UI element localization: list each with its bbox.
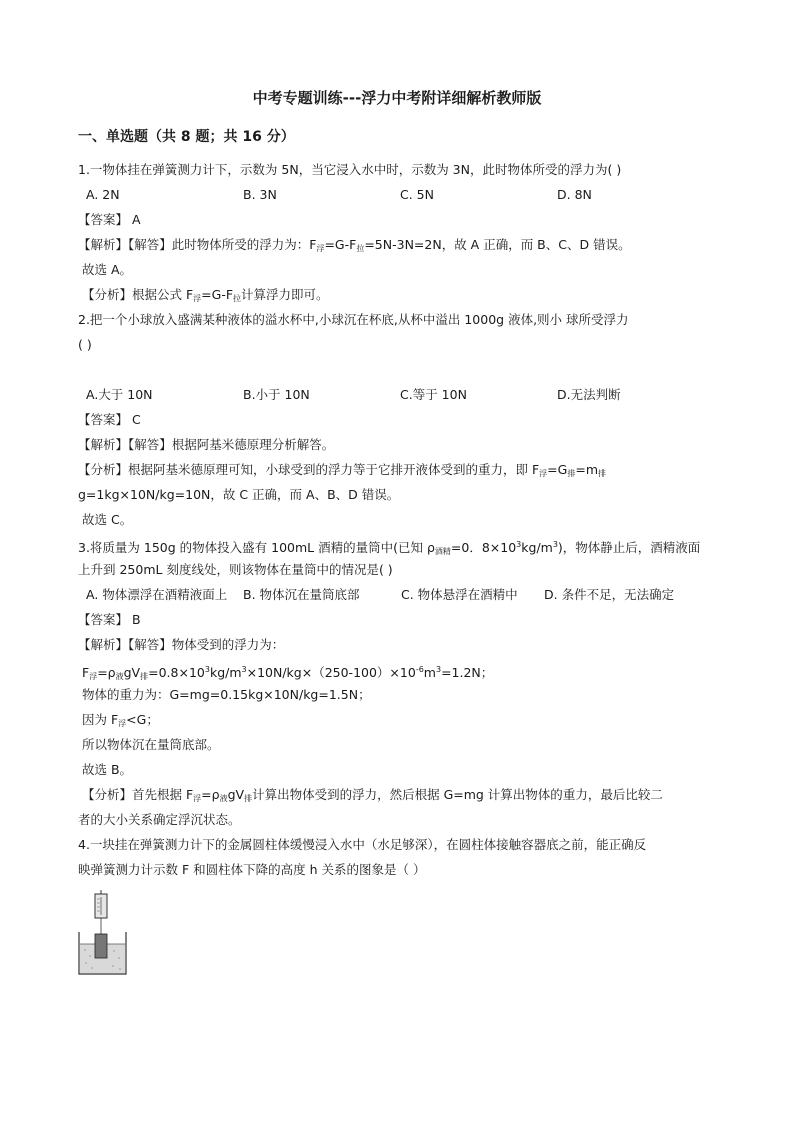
subscript: 浮: [193, 794, 202, 803]
formula-text: ×10N/kg×（250-100）×10: [246, 665, 416, 680]
document-title: 中考专题训练---浮力中考附详细解析教师版: [252, 89, 542, 107]
spring-scale-beaker-figure: [74, 888, 132, 980]
q2-stem: 2.把一个小球放入盛满某种液体的溢水杯中,小球沉在杯底,从杯中溢出 1000g 液体,则小 球所受浮力: [78, 312, 629, 327]
subscript: 浮: [316, 244, 325, 253]
explanation-text: =ρ: [201, 787, 220, 802]
formula-text: =0.8×10: [148, 665, 205, 680]
q3-explanation: [82, 787, 663, 807]
stem-text: =0．8×10: [450, 540, 517, 555]
answer-value: B: [132, 612, 141, 627]
q3-stem: [78, 537, 700, 560]
explanation-text: =m: [575, 462, 598, 477]
q3-stem-line2: 上升到 250mL 刻度线处，则该物体在量筒中的情况是( ): [78, 562, 393, 577]
superscript: 3: [435, 665, 442, 674]
because-text: <G；: [126, 712, 159, 727]
q4-stem: 4.一块挂在弹簧测力计下的金属圆柱体缓慢浸入水中（水足够深），在圆柱体接触容器底之前，能正确反: [78, 837, 647, 852]
analysis-text: =G-F: [324, 237, 357, 252]
subscript: 排: [567, 469, 576, 478]
q3-option-c: C. 物体悬浮在酒精中: [401, 587, 518, 602]
q1-stem: 1.一物体挂在弹簧测力计下，示数为 5N，当它浸入水中时，示数为 3N，此时物体所受的浮力为( ): [78, 162, 622, 177]
q3-gravity: 物体的重力为：G=mg=0.15kg×10N/kg=1.5N；: [82, 687, 371, 702]
q3-option-a: A. 物体漂浮在酒精液面上: [86, 587, 228, 602]
subscript: 拉: [233, 294, 242, 303]
q2-option-a: A.大于 10N: [86, 387, 153, 402]
answer-value: A: [132, 212, 141, 227]
q1-option-d: D. 8N: [557, 187, 592, 202]
q3-option-b: B. 物体沉在量筒底部: [243, 587, 360, 602]
analysis-text: =5N-3N=2N，故 A 正确，而 B、C、D 错误。: [364, 237, 631, 252]
q2-option-b: B.小于 10N: [243, 387, 310, 402]
formula-text: F: [82, 665, 90, 680]
stem-text: kg/m: [521, 540, 553, 555]
explanation-text: =G-F: [201, 287, 234, 302]
q2-explanation-line2: g=1kg×10N/kg=10N，故 C 正确，而 A、B、D 错误。: [78, 487, 400, 502]
q2-option-d: D.无法判断: [557, 387, 621, 402]
explanation-text: 【分析】根据公式 F: [82, 287, 194, 302]
explanation-text: 【分析】根据阿基米德原理可知，小球受到的浮力等于它排开液体受到的重力，即 F: [78, 462, 540, 477]
subscript: 拉: [356, 244, 365, 253]
q1-answer: [78, 212, 141, 228]
formula-text: =1.2N；: [441, 665, 494, 680]
explanation-text: 计算浮力即可。: [241, 287, 329, 302]
q3-analysis: 【解析】【解答】物体受到的浮力为：: [78, 637, 285, 652]
q3-because: [82, 712, 159, 732]
answer-label: 【答案】: [78, 212, 129, 227]
q2-answer: [78, 412, 141, 428]
subscript: 浮: [539, 469, 548, 478]
section-heading: 一、单选题（共 8 题；共 16 分）: [78, 129, 295, 145]
analysis-text: 【解析】【解答】此时物体所受的浮力为：F: [78, 237, 317, 252]
formula-text: =ρ: [97, 665, 116, 680]
subscript: 浮: [193, 294, 202, 303]
subscript: 酒精: [434, 547, 451, 556]
formula-text: m: [423, 665, 436, 680]
answer-value: C: [132, 412, 141, 427]
explanation-text: gV: [227, 787, 245, 802]
stem-text: 3.将质量为 150g 的物体投入盛有 100mL 酒精的量筒中(已知 ρ: [78, 540, 435, 555]
q2-option-c: C.等于 10N: [400, 387, 467, 402]
answer-label: 【答案】: [78, 612, 129, 627]
subscript: 排: [140, 672, 149, 681]
q3-answer: [78, 612, 141, 628]
subscript: 浮: [118, 719, 127, 728]
explanation-text: 计算出物体受到的浮力，然后根据 G=mg 计算出物体的重力，最后比较二: [252, 787, 663, 802]
q2-analysis: 【解析】【解答】根据阿基米德原理分析解答。: [78, 437, 335, 452]
subscript: 液: [115, 672, 124, 681]
subscript: 液: [219, 794, 228, 803]
q1-explanation: [82, 287, 329, 307]
subscript: 排: [598, 469, 606, 478]
superscript: 3: [241, 665, 247, 674]
q1-option-a: A. 2N: [86, 187, 120, 202]
because-text: 因为 F: [82, 712, 119, 727]
q1-option-b: B. 3N: [243, 187, 277, 202]
formula-text: gV: [123, 665, 141, 680]
q4-stem-line2: 映弹簧测力计示数 F 和圆柱体下降的高度 h 关系的图象是（ ）: [78, 862, 426, 877]
q3-choose: 故选 B。: [82, 762, 133, 777]
explanation-text: 【分析】首先根据 F: [82, 787, 194, 802]
q3-conclusion: 所以物体沉在量筒底部。: [82, 737, 220, 752]
subscript: 排: [244, 794, 253, 803]
q3-formula: [82, 662, 493, 685]
q2-paren: ( ): [78, 337, 92, 352]
superscript: -6: [415, 665, 424, 674]
q1-analysis: [78, 237, 631, 257]
superscript: 3: [204, 665, 210, 674]
superscript: 3: [552, 540, 558, 549]
q2-explanation: [78, 462, 606, 482]
q3-option-d: D. 条件不足，无法确定: [544, 587, 675, 602]
q2-choose: 故选 C。: [82, 512, 133, 527]
subscript: 浮: [89, 672, 98, 681]
formula-text: kg/m: [209, 665, 242, 680]
answer-label: 【答案】: [78, 412, 129, 427]
explanation-text: =G: [547, 462, 568, 477]
q1-choose: 故选 A。: [82, 262, 133, 277]
stem-text: )，物体静止后，酒精液面: [557, 540, 701, 555]
superscript: 3: [516, 540, 522, 549]
q3-explanation-line2: 者的大小关系确定浮沉状态。: [78, 812, 241, 827]
q1-option-c: C. 5N: [400, 187, 434, 202]
